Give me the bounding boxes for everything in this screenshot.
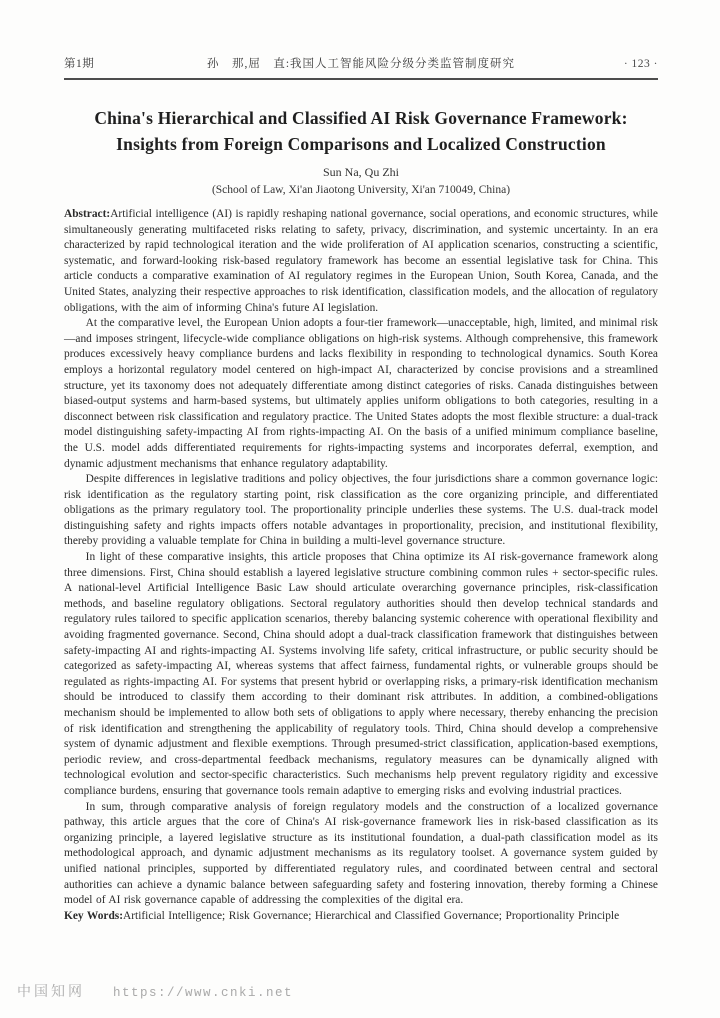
abstract-paragraph: In sum, through comparative analysis of foreign regulatory models and the construction of a localized governance pathway, this article argues that the core of China's AI risk-governance framework lies in risk-based classification as its organizing principle, a layered legislative structure as its institutional foundation, a dual-path classification model as its methodological approach, and dynamic adjustment mechanisms as its regulatory toolset. A governance system guided by unified national principles, supported by differentiated regulatory rules, and coordinated between central and sectoral authorities can achieve a dynamic balance between safeguarding safety and fostering innovation, thereby forming a Chinese model of AI risk governance capable of addressing the complexities of the digital era. bbox=[64, 800, 658, 907]
abstract-paragraph: At the comparative level, the European Union adopts a four-tier framework—unacceptable, high, limited, and minimal risk—and imposes stringent, lifecycle-wide compliance obligations on high-risk systems. Although comprehensive, this framework produces excessively heavy compliance burdens and lacks flexibility in responding to technological dynamics. South Korea employs a horizontal regulatory model centered on high-impact AI, characterized by concise provisions and a streamlined structure, yet its taxonomy does not adequately differentiate among distinct categories of risks. Canada distinguishes between biased-output systems and harm-based systems, but ultimately applies uniform obligations to both categories, resulting in a disconnect between risk classification and regulatory practice. The United States adopts the most flexible structure: a dual-track model distinguishing safety-impacting AI from rights-impacting AI. On the basis of a unified minimum compliance baseline, the U.S. model adds differentiated requirements for rights-impacting systems and incorporates deferral, exemption, and dynamic adjustment mechanisms that enhance regulatory adaptability. bbox=[64, 317, 658, 470]
page-number: · 123 · bbox=[623, 58, 658, 70]
cnki-url-text: https://www.cnki.net bbox=[113, 986, 294, 1000]
keywords-text: Artificial Intelligence; Risk Governance; Hierarchical and Classified Governance; Proportionality Principle bbox=[123, 909, 620, 922]
abstract-paragraph-text: Artificial intelligence (AI) is rapidly reshaping national governance, social operations, and economic structures, while simultaneously generating multifaceted risks relating to safety, privacy, discrimination, and systemic uncertainty. In an era characterized by rapid technological iteration and the wide proliferation of AI application scenarios, constructing a scientific, systematic, and forward-looking risk-based regulatory framework has become an essential legislative task for China. This article conducts a comparative examination of AI regulatory regimes in the European Union, South Korea, Canada, and the United States, analyzing their respective approaches to risk identification, classification models, and the allocation of regulatory obligations, with the aim of informing China's future AI legislation. bbox=[64, 208, 658, 314]
abstract-paragraph: Despite differences in legislative traditions and policy objectives, the four jurisdictions share a common governance logic: risk identification as the regulatory starting point, risk classification as the core organizing principle, and differentiated obligations as the primary regulatory tool. The proportionality principle underlies these systems. The U.S. dual-track model distinguishing safety and rights impacts offers notable advantages in proportionality, precision, and institutional flexibility, thereby providing a valuable template for China in building a multi-level governance structure. bbox=[64, 473, 658, 548]
keywords-label: Key Words: bbox=[64, 909, 124, 922]
abstract-label: Abstract: bbox=[64, 208, 111, 220]
running-title: 孙 那,屈 直:我国人工智能风险分级分类监管制度研究 bbox=[206, 58, 516, 70]
running-head bbox=[64, 0, 658, 71]
abstract-paragraph: In light of these comparative insights, this article proposes that China optimize its AI risk-governance framework along three dimensions. First, China should establish a layered legislative structure combining common rules + sector-specific rules. A national-level Artificial Intelligence Basic Law should articulate overarching governance principles, risk-classification methods, and baseline regulatory obligations. Sectoral regulatory authorities should then develop technical standards and regulatory rules tailored to specific application scenarios, thereby balancing systemic coherence with operational flexibility and avoiding fragmented governance. Second, China should adopt a dual-track classification framework that distinguishes between safety-impacting AI and rights-impacting AI. Systems involving life safety, critical infrastructure, or public security should be categorized as safety-impacting AI, whereas systems that affect fairness, fundamental rights, or vulnerable groups should be regulated as rights-impacting AI. For systems that present hybrid or overlapping risks, a primary-risk identification mechanism should be introduced to classify them according to their dominant risk attributes. In addition, a combined-obligations mechanism should be implemented to allow both sets of obligations to apply where necessary, thereby enhancing the precision of risk identification and strengthening the applicability of regulatory tools. Third, China should develop a comprehensive system of dynamic adjustment and flexible exemptions. Through presumed-strict classification, application-based exemptions, periodic review, and cross-departmental feedback mechanisms, regulatory measures can be dynamically aligned with technological evolution and sector-specific characteristics. Such mechanisms help prevent regulatory rigidity and excessive compliance burdens, ensuring that governance tools remain adaptive to emerging risks and evolving industrial practices. bbox=[64, 551, 658, 797]
page-content bbox=[64, 0, 658, 924]
issue-number: 第1期 bbox=[64, 58, 95, 70]
affiliation: (School of Law, Xi'an Jiaotong University, Xi'an 710049, China) bbox=[211, 184, 511, 196]
abstract-section bbox=[64, 207, 658, 924]
article-title bbox=[74, 105, 648, 157]
authors: Sun Na, Qu Zhi bbox=[323, 165, 399, 179]
cnki-watermark bbox=[17, 981, 293, 1001]
header-rule bbox=[64, 78, 658, 80]
abstract-paragraph bbox=[64, 207, 658, 316]
keywords-line bbox=[64, 909, 658, 925]
cnki-brand-text: 中国知网 bbox=[17, 985, 85, 1000]
article-title-line2: Insights from Foreign Comparisons and Localized Construction bbox=[116, 134, 606, 154]
article-title-line1: China's Hierarchical and Classified AI Risk Governance Framework: bbox=[94, 108, 628, 128]
